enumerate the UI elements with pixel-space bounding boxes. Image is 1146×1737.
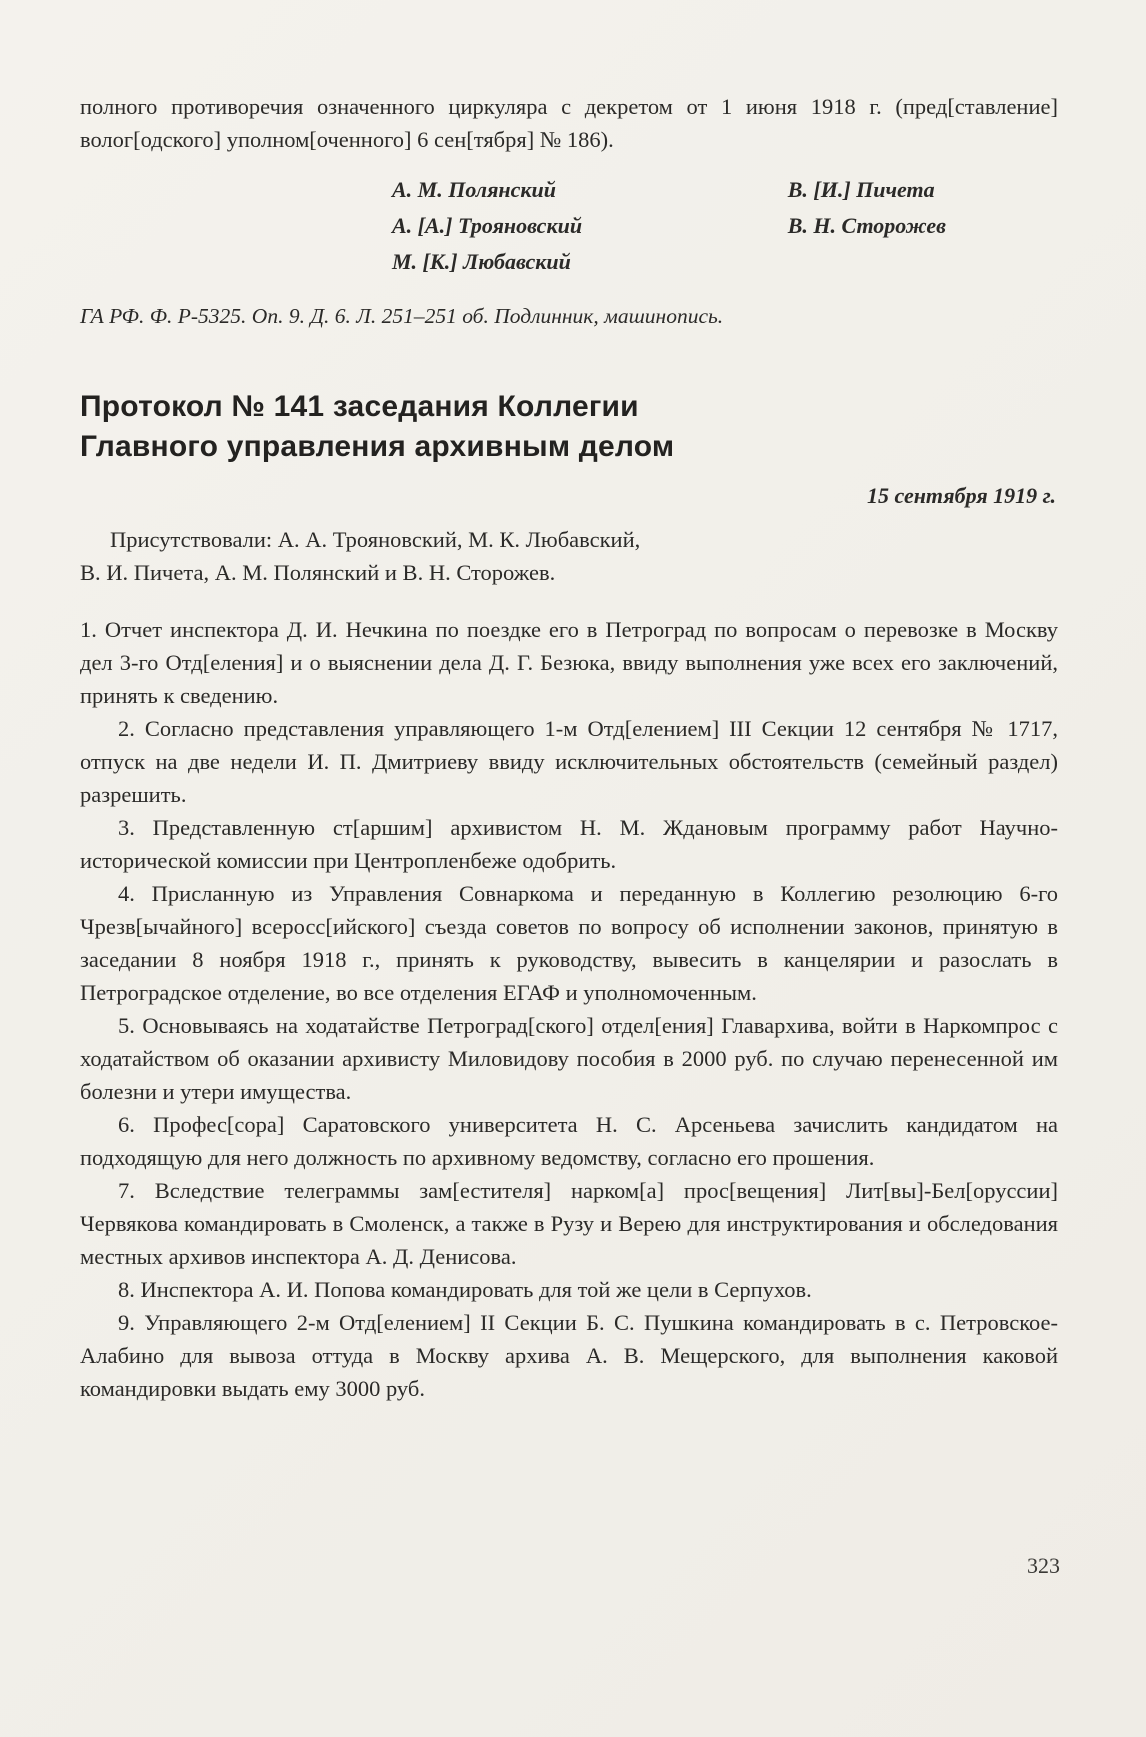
protocol-item: 3. Представленную ст[аршим] архивистом Н. М. Ждановым программу работ Научно-исторической комиссии при Центропленбеже одобрить. xyxy=(80,815,1058,873)
protocol-item: 5. Основываясь на ходатайстве Петроград[ского] отдел[ения] Главархива, войти в Наркомпрос с ходатайством об оказании архивисту Миловидову пособия в 2000 руб. по случаю перенесенной им болезни и утери имущества. xyxy=(80,1013,1058,1104)
archive-reference: ГА РФ. Ф. Р-5325. Оп. 9. Д. 6. Л. 251–251 об. Подлинник, машинопись. xyxy=(80,304,724,328)
attendees-line: Присутствовали: А. А. Трояновский, М. К. Любавский, xyxy=(110,527,641,552)
page-number: 323 xyxy=(1027,1553,1060,1578)
protocol-item: 1. Отчет инспектора Д. И. Нечкина по поездке его в Петроград по вопросам о перевозке в Москву дел 3-го Отд[еления] и о выяснении дела Д. Г. Безюка, ввиду выполнения уже всех его заключений, принять к сведению. xyxy=(80,617,1058,708)
document-title: Протокол № 141 заседания Коллегии Главного управления архивным делом xyxy=(80,390,675,463)
signature-name: А. М. Полянский xyxy=(392,177,557,202)
signature-name: В. Н. Сторожев xyxy=(787,213,946,238)
protocol-items xyxy=(80,613,1058,1405)
protocol-item: 6. Профес[сора] Саратовского университета Н. С. Арсеньева зачислить кандидатом на подходящую для него должность по архивному ведомству, согласно его прошения. xyxy=(80,1112,1058,1170)
protocol-item: 2. Согласно представления управляющего 1-м Отд[елением] III Секции 12 сентября № 1717, отпуск на две недели И. П. Дмитриеву ввиду исключительных обстоятельств (семейный раздел) разрешить. xyxy=(80,716,1058,807)
previous-document-closing-text: полного противоречия означенного циркуляра с декретом от 1 июня 1918 г. (пред[ставление] волог[одского] уполном[оченного] 6 сен[тября] № 186). xyxy=(80,94,1058,152)
attendees-line: В. И. Пичета, А. М. Полянский и В. Н. Сторожев. xyxy=(80,560,556,585)
signatures-block xyxy=(80,172,1058,280)
document-date: 15 сентября 1919 г. xyxy=(866,483,1056,508)
signature-name: А. [А.] Трояновский xyxy=(392,213,583,238)
signatures-left-column xyxy=(392,172,582,280)
signatures-right-column xyxy=(788,172,946,280)
signature-name: В. [И.] Пичета xyxy=(787,177,935,202)
protocol-item: 8. Инспектора А. И. Попова командировать для той же цели в Серпухов. xyxy=(118,1277,812,1302)
signature-name: М. [К.] Любавский xyxy=(392,249,571,274)
protocol-item: 7. Вследствие телеграммы зам[естителя] нарком[а] прос[вещения] Лит[вы]-Бел[оруссии] Червякова командировать в Смоленск, а также в Рузу и Верею для инструктирования и обследования местных архивов инспектора А. Д. Денисова. xyxy=(80,1178,1058,1269)
protocol-item: 4. Присланную из Управления Совнаркома и переданную в Коллегию резолюцию 6-го Чрезв[ычайного] всеросс[ийского] съезда советов по вопросу об исполнении законов, принятую в заседании 8 ноября 1918 г., принять к руководству, вывесить в канцелярии и разослать в Петроградское отделение, во все отделения ЕГАФ и уполномоченным. xyxy=(80,881,1058,1005)
attendees-block xyxy=(80,523,1058,589)
protocol-item: 9. Управляющего 2-м Отд[елением] II Секции Б. С. Пушкина командировать в с. Петровское-Алабино для вывоза оттуда в Москву архива А. В. Мещерского, для выполнения каковой командировки выдать ему 3000 руб. xyxy=(80,1310,1058,1401)
